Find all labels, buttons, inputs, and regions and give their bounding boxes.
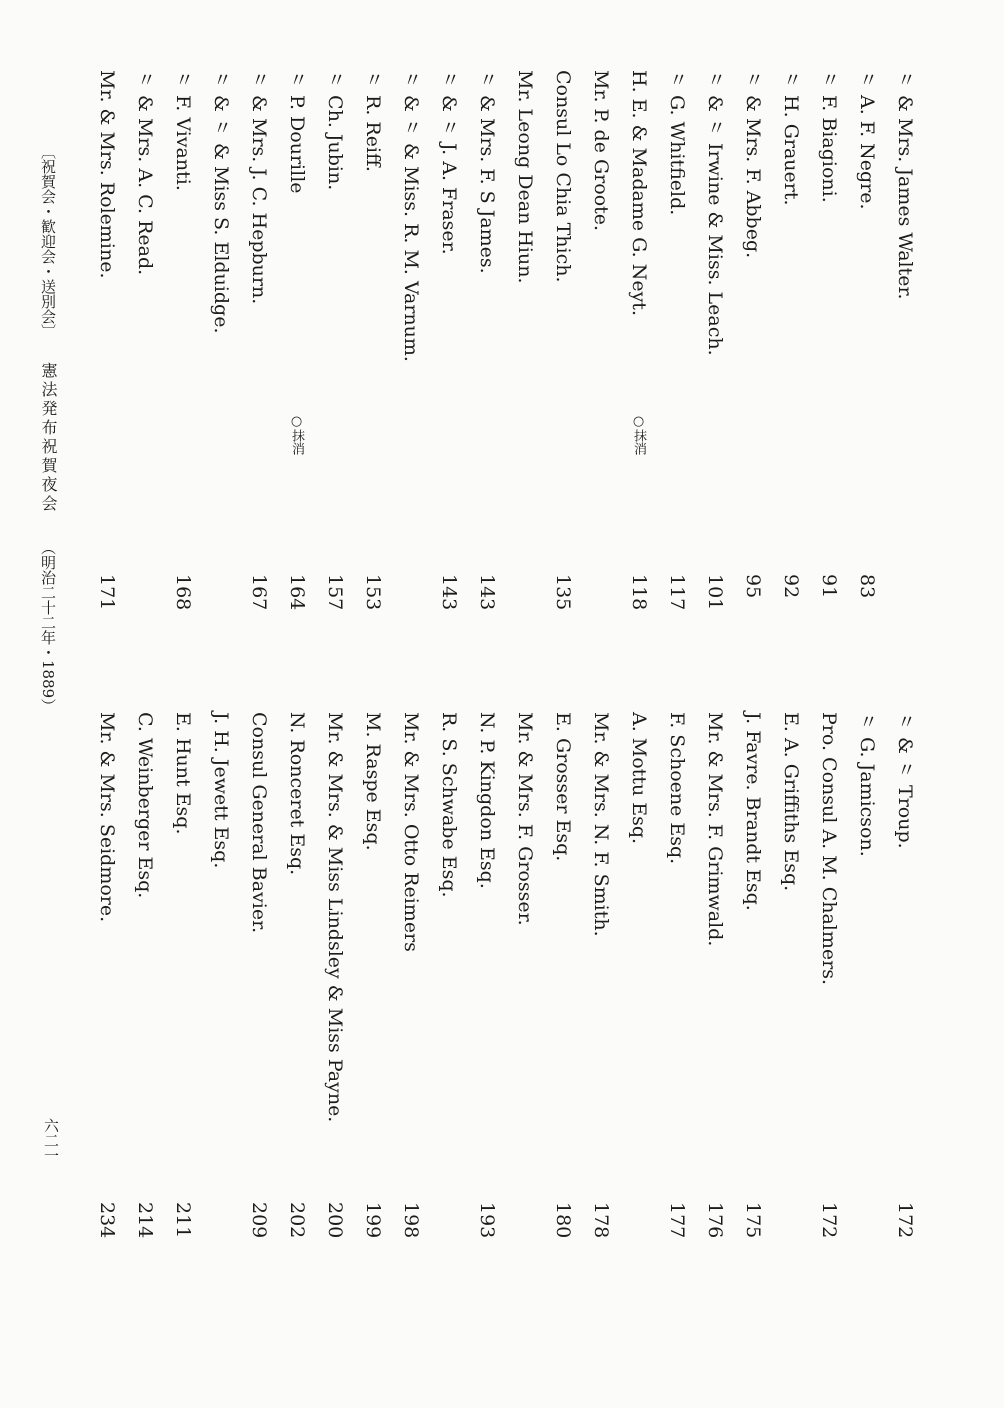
guest-name: Mr. & Mrs. N. F. Smith.	[590, 712, 612, 937]
entry-number: 135	[552, 574, 574, 611]
entry-number: 178	[590, 1202, 612, 1239]
guest-name: J. Favre. Brandt Esq.	[742, 712, 764, 911]
guest-name: Mr. & Mrs. F. Grosser.	[514, 712, 536, 926]
guest-name: Mr. & Mrs. Rolemine.	[96, 70, 118, 279]
entry-number: 211	[172, 1202, 194, 1239]
entry-number: 209	[248, 1202, 270, 1239]
entry-number: 202	[286, 1202, 308, 1239]
guest-name: Mr. & Mrs. F. Grimwald.	[704, 712, 726, 947]
entry-number: 193	[476, 1202, 498, 1239]
entry-number: 164	[286, 574, 308, 611]
guest-name: E. Grosser Esq.	[552, 712, 574, 862]
entry-number: 176	[704, 1202, 726, 1239]
guest-name: N. P. Kingdon Esq.	[476, 712, 498, 889]
entry-number: 198	[400, 1202, 422, 1239]
entry-number: 177	[666, 1202, 688, 1239]
section-label: 〔祝賀会・歓迎会・送別会〕	[39, 144, 57, 339]
entry-number: 143	[438, 574, 460, 611]
entry-number: 101	[704, 574, 726, 611]
guest-name: 〃 G. Whitfield.	[666, 70, 688, 216]
guest-name: 〃 & Mrs. F. Abbeg.	[742, 70, 764, 259]
entry-number: 157	[324, 574, 346, 611]
guest-name: F. Schoene Esq.	[666, 712, 688, 865]
guest-name: 〃 F. Vivanti.	[172, 70, 194, 191]
guest-name: 〃 P. Dourille	[286, 70, 308, 194]
guest-name: Consul Lo Chia Thich.	[552, 70, 574, 283]
guest-name: Consul General Bavier.	[248, 712, 270, 934]
guest-name: Pro. Consul A. M. Chalmers.	[818, 712, 840, 986]
guest-name: Mr. Leong Dean Hiun.	[514, 70, 536, 284]
guest-name: 〃 & 〃 J. A. Fraser.	[438, 70, 460, 255]
guest-name: 〃 Ch. Jubin.	[324, 70, 346, 191]
entry-number: 95	[742, 574, 764, 599]
guest-name: Mr. P. de Groote.	[590, 70, 612, 232]
guest-name: R. S. Schwabe Esq.	[438, 712, 460, 898]
page-title: 憲法発布祝賀夜会	[39, 362, 58, 514]
entry-number: 199	[362, 1202, 384, 1239]
guest-name: 〃 & Mrs. F. S James.	[476, 70, 498, 274]
guest-name: Mr. & Mrs. Otto Reimers	[400, 712, 422, 952]
entry-number: 143	[476, 574, 498, 611]
guest-name: 〃 A. F. Negre.	[856, 70, 878, 210]
entry-number: 83	[856, 574, 878, 599]
guest-name: 〃 & Mrs. J. C. Hepburn.	[248, 70, 270, 305]
guest-name: 〃 G. Jamicson.	[856, 712, 878, 857]
entry-number: 200	[324, 1202, 346, 1239]
page-number: 六二一	[42, 1118, 60, 1163]
year-label: （明治二十二年・1889）	[39, 540, 57, 714]
guest-name: 〃 & 〃 & Miss S. Elduidge.	[210, 70, 232, 334]
guest-name: 〃 & 〃 Troup.	[894, 712, 916, 849]
entry-number: 214	[134, 1202, 156, 1239]
entry-number: 172	[894, 1202, 916, 1239]
guest-name: E. Hunt Esq.	[172, 712, 194, 835]
entry-number: 171	[96, 574, 118, 611]
guest-name: A. Mottu Esq.	[628, 712, 650, 845]
guest-name: 〃 & Mrs. James Walter.	[894, 70, 916, 300]
guest-name: Mr. & Mrs. & Miss Lindsley & Miss Payne.	[324, 712, 346, 1123]
guest-name: 〃 R. Reiff.	[362, 70, 384, 172]
entry-number: 118	[628, 574, 650, 611]
guest-name: 〃 H. Grauert.	[780, 70, 802, 206]
guest-name: N. Ronceret Esq.	[286, 712, 308, 876]
entry-number: 117	[666, 574, 688, 611]
entry-number: 175	[742, 1202, 764, 1239]
deletion-mark: ○抹消	[631, 414, 646, 455]
guest-name: 〃 & 〃 Irwine & Miss. Leach.	[704, 70, 726, 356]
guest-name: M. Raspe Esq.	[362, 712, 384, 851]
guest-name: E. A. Griffiths Esq.	[780, 712, 802, 892]
entry-number: 168	[172, 574, 194, 611]
guest-name: H. E. & Madame G. Neyt.	[628, 70, 650, 316]
guest-name: C. Weinberger Esq.	[134, 712, 156, 899]
entry-number: 180	[552, 1202, 574, 1239]
guest-name: 〃 & 〃 & Miss. R. M. Varnum.	[400, 70, 422, 362]
deletion-mark: ○抹消	[289, 414, 304, 455]
entry-number: 167	[248, 574, 270, 611]
entry-number: 91	[818, 574, 840, 599]
guest-name: J. H. Jewett Esq.	[210, 712, 232, 869]
guest-name: 〃 & Mrs. A. C. Read.	[134, 70, 156, 276]
entry-number: 92	[780, 574, 802, 599]
entry-number: 172	[818, 1202, 840, 1239]
guest-name: 〃 F. Biagioni.	[818, 70, 840, 203]
guest-name: Mr. & Mrs. Seidmore.	[96, 712, 118, 923]
entry-number: 234	[96, 1202, 118, 1239]
entry-number: 153	[362, 574, 384, 611]
